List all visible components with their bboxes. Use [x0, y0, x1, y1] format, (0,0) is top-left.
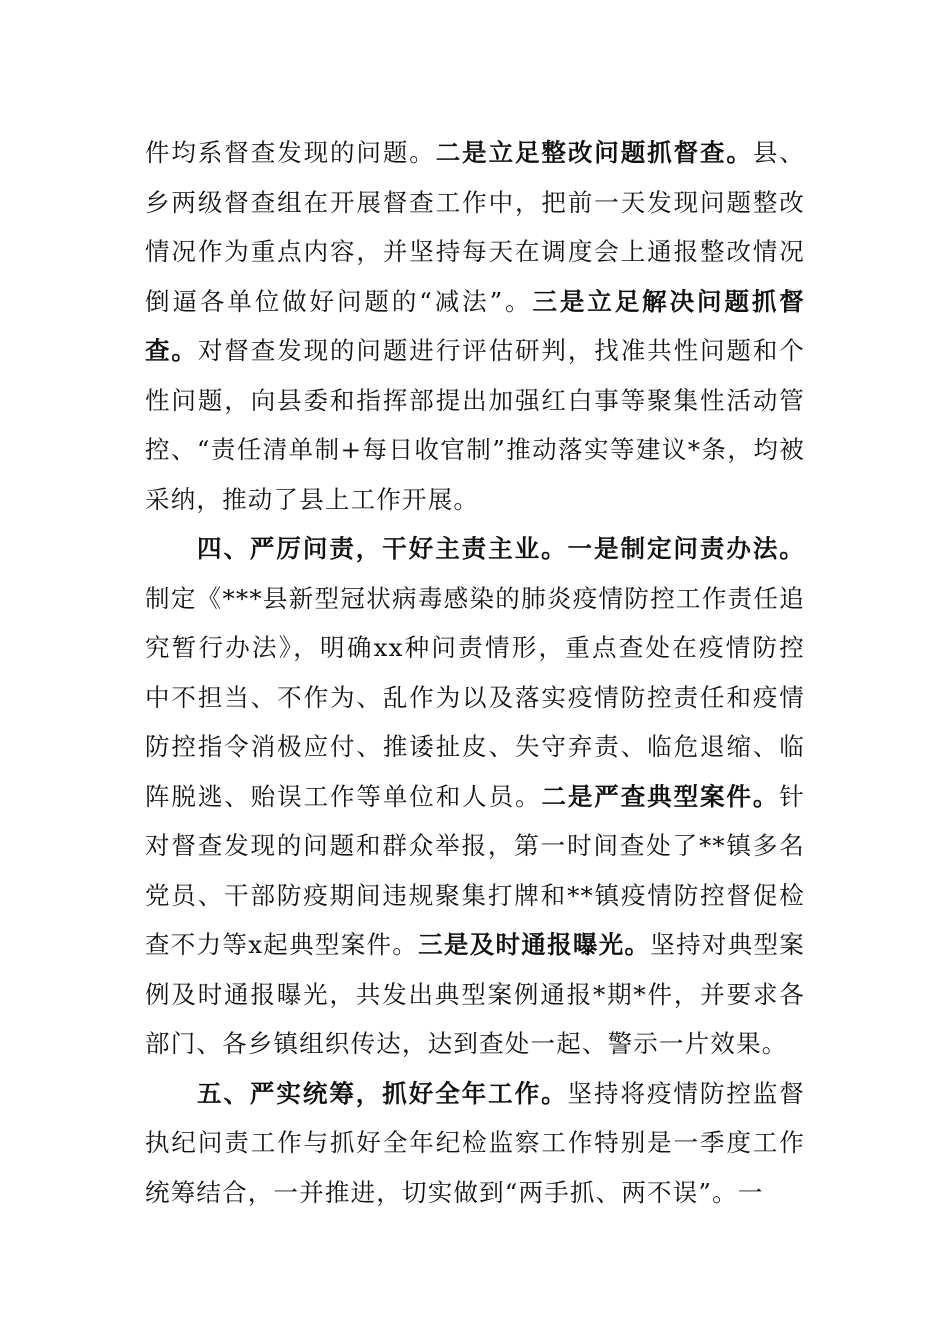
- paragraph-text: 件均系督查发现的问题。: [145, 138, 436, 167]
- paragraph-2: [145, 524, 805, 1069]
- paragraph-1: [145, 128, 805, 524]
- bold-heading-text: 二是严查典型案件。: [541, 781, 780, 811]
- paragraph-text: 县、乡两级督查组在开展督查工作中，把前一天发现问题整改情况作为重点内容，并坚持每天在调度会上通报整改情况倒逼各单位做好问题的“减法”。: [145, 138, 806, 316]
- section-heading-4: 四、严厉问责，干好主责主业。一是制定问责办法。: [197, 534, 805, 563]
- document-body: [145, 128, 805, 1217]
- bold-heading-text: 三是立足解决问题抓督查。: [145, 286, 805, 365]
- bold-heading-text: 三是及时通报曝光。: [418, 930, 651, 959]
- paragraph-text: 对督查发现的问题进行评估研判，找准共性问题和个性问题，向县委和指挥部提出加强红白事等聚集性活动管控、“责任清单制+每日收官制”推动落实等建议*条，均被采纳，推动了县上工作开展。: [145, 336, 805, 514]
- paragraph-text: 针对督查发现的问题和群众举报，第一时间查处了**镇多名党员、干部防疫期间违规聚集打牌和**镇疫情防控督促检查不力等x起典型案件。: [145, 781, 805, 959]
- paragraph-text: 坚持将疫情防控监督执纪问责工作与抓好全年纪检监察工作特别是一季度工作统筹结合，一并推进，切实做到“两手抓、两不误”。一: [145, 1078, 805, 1207]
- paragraph-text: 坚持对典型案例及时通报曝光，共发出典型案例通报*期*件，并要求各部门、各乡镇组织传达，达到查处一起、警示一片效果。: [145, 930, 805, 1058]
- bold-heading-text: 二是立足整改问题抓督查。: [435, 138, 753, 167]
- paragraph-3: [145, 1069, 805, 1218]
- paragraph-text: 制定《***县新型冠状病毒感染的肺炎疫情防控工作责任追究暂行办法》，明确xx种问责情形，重点查处在疫情防控中不担当、不作为、乱作为以及落实疫情防控责任和疫情防控指令消极应付、推诿扯皮、失守弃责、临危退缩、临阵脱逃、贻误工作等单位和人员。: [145, 583, 805, 811]
- section-heading-5: 五、严实统筹，抓好全年工作。: [197, 1078, 568, 1108]
